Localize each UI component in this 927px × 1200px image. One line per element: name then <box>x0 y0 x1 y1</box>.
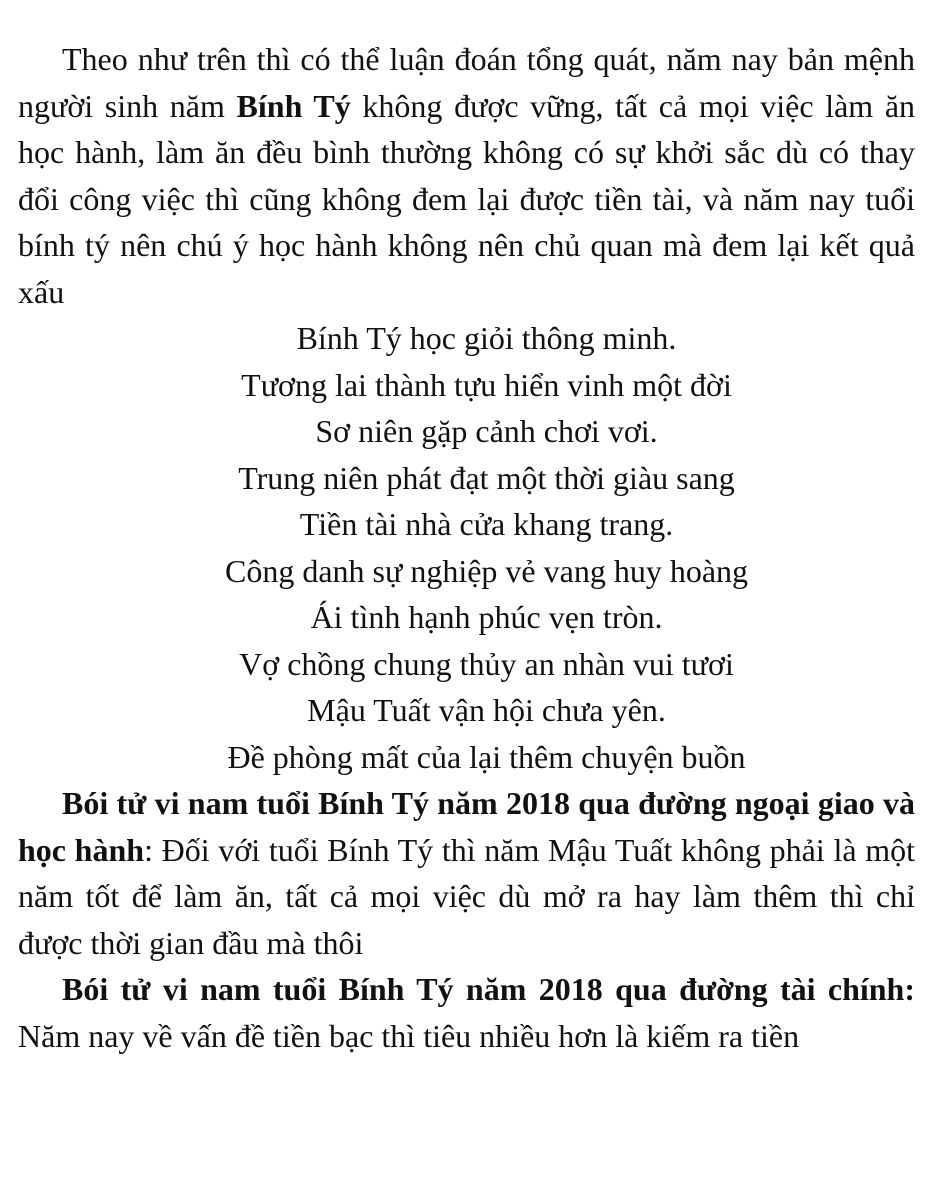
intro-bold-name: Bính Tý <box>236 87 351 124</box>
intro-text-part2: không được vững, tất cả mọi việc làm ăn học hành, làm ăn đều bình thường không có sự khởi sắc dù có thay đổi công việc thì cũng không đem lại được tiền tài, và năm nay tuổi bính tý nên chú ý học hành không nên chủ quan mà đem lại kết quả xấu <box>18 87 916 310</box>
finance-heading: Bói tử vi nam tuổi Bính Tý năm 2018 qua đường tài chính: <box>62 971 915 1007</box>
poem-line: Ái tình hạnh phúc vẹn tròn. <box>310 599 663 635</box>
intro-text-part1: Theo như trên thì có thể luận đoán tổng quát, năm nay bản mệnh người sinh năm <box>18 41 915 124</box>
finance-text: Năm nay về vấn đề tiền bạc thì tiêu nhiều hơn là kiếm ra tiền <box>18 1017 800 1054</box>
poem-line: Sơ niên gặp cảnh chơi vơi. <box>315 413 658 449</box>
study-paragraph <box>18 780 915 966</box>
poem <box>18 315 915 780</box>
poem-line: Công danh sự nghiệp vẻ vang huy hoàng <box>224 552 749 589</box>
poem-line: Trung niên phát đạt một thời giàu sang <box>238 459 735 496</box>
poem-line: Vợ chồng chung thủy an nhàn vui tươi <box>239 645 734 682</box>
poem-line: Bính Tý học giỏi thông minh. <box>296 320 677 356</box>
document-page <box>18 36 915 1059</box>
poem-line: Tương lai thành tựu hiển vinh một đời <box>241 366 732 403</box>
finance-paragraph <box>18 966 915 1059</box>
intro-paragraph <box>18 36 915 315</box>
poem-line: Mậu Tuất vận hội chưa yên. <box>307 692 666 728</box>
study-text: : Đối với tuổi Bính Tý thì năm Mậu Tuất không phải là một năm tốt để làm ăn, tất cả mọi việc dù mở ra hay làm thêm thì chỉ được thời gian đầu mà thôi <box>18 831 916 961</box>
poem-line: Tiền tài nhà cửa khang trang. <box>299 506 674 542</box>
poem-line: Đề phòng mất của lại thêm chuyện buồn <box>227 738 746 775</box>
study-heading: Bói tử vi nam tuổi Bính Tý năm 2018 qua đường ngoại giao và học hành <box>18 785 915 868</box>
